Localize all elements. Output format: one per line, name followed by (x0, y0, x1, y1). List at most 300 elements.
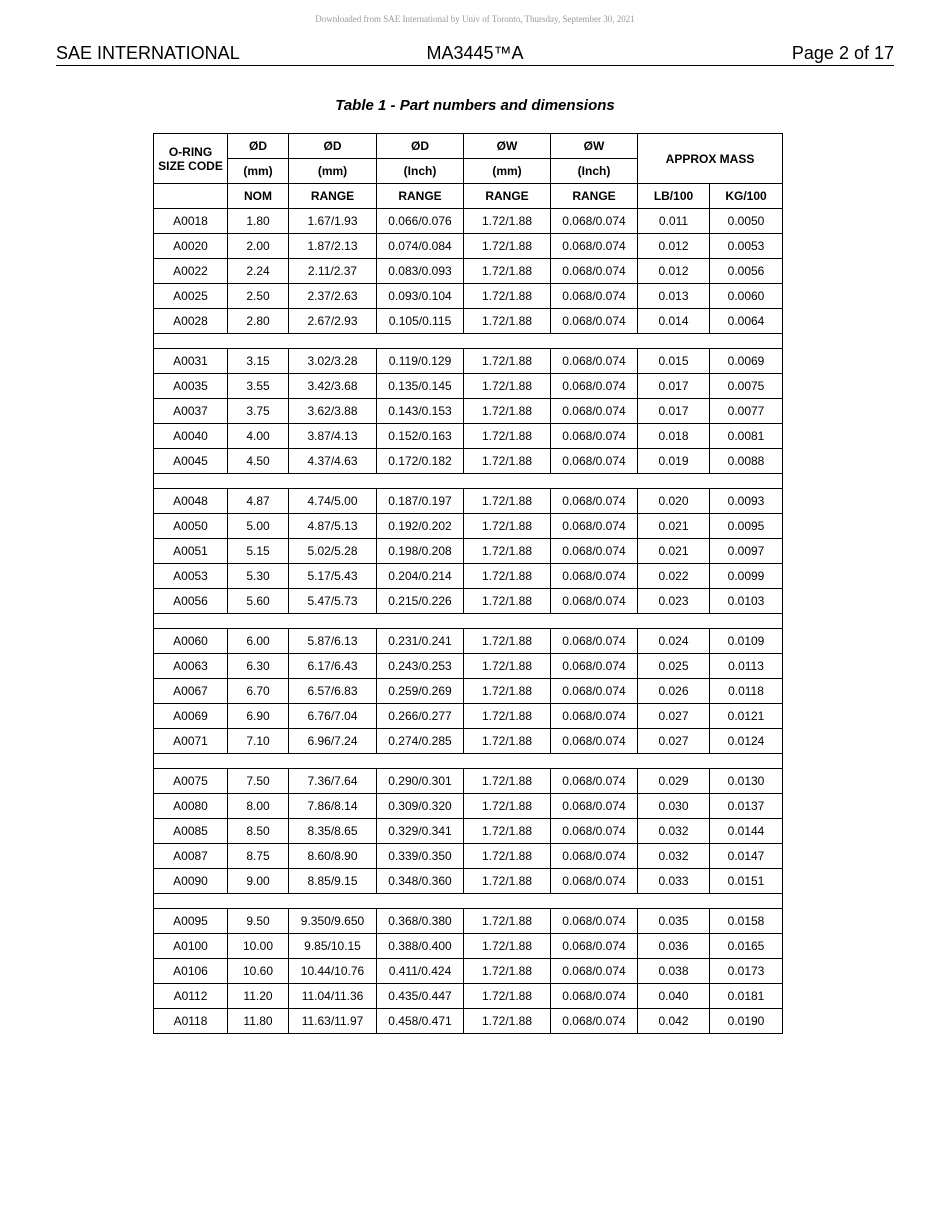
table-cell: 1.72/1.88 (464, 374, 551, 399)
header-row-types (154, 184, 783, 209)
size-code-cell: A0067 (154, 679, 228, 704)
table-row (154, 959, 783, 984)
table-cell: 8.50 (228, 819, 289, 844)
table-cell: 5.17/5.43 (289, 564, 377, 589)
table-cell: 4.50 (228, 449, 289, 474)
table-cell: 2.37/2.63 (289, 284, 377, 309)
table-cell: 0.083/0.093 (377, 259, 464, 284)
table-cell: 6.17/6.43 (289, 654, 377, 679)
table-row (154, 769, 783, 794)
table-cell: 1.72/1.88 (464, 309, 551, 334)
table-cell: 0.014 (638, 309, 710, 334)
table-cell: 0.068/0.074 (551, 284, 638, 309)
table-cell: 0.068/0.074 (551, 399, 638, 424)
size-code-cell: A0031 (154, 349, 228, 374)
table-cell: 1.72/1.88 (464, 399, 551, 424)
table-cell: 1.72/1.88 (464, 909, 551, 934)
size-code-cell: A0056 (154, 589, 228, 614)
table-cell: 0.348/0.360 (377, 869, 464, 894)
table-cell: 0.068/0.074 (551, 909, 638, 934)
table-cell: 1.72/1.88 (464, 729, 551, 754)
table-cell: 1.72/1.88 (464, 679, 551, 704)
download-watermark: Downloaded from SAE International by Univ of Toronto, Thursday, September 30, 2021 (315, 14, 635, 24)
separator-cell (154, 614, 783, 629)
size-code-cell: A0028 (154, 309, 228, 334)
table-cell: 1.72/1.88 (464, 349, 551, 374)
table-cell: 4.37/4.63 (289, 449, 377, 474)
table-row (154, 539, 783, 564)
table-cell: 0.0144 (710, 819, 783, 844)
header-cell: ØD (228, 134, 289, 159)
table-cell: 0.068/0.074 (551, 564, 638, 589)
table-cell: 7.50 (228, 769, 289, 794)
table-cell: 0.017 (638, 374, 710, 399)
table-cell: 0.068/0.074 (551, 449, 638, 474)
table-cell: 0.023 (638, 589, 710, 614)
table-cell: 0.068/0.074 (551, 309, 638, 334)
header-cell: RANGE (551, 184, 638, 209)
table-cell: 0.152/0.163 (377, 424, 464, 449)
table-row (154, 424, 783, 449)
table-cell: 4.74/5.00 (289, 489, 377, 514)
header-cell: KG/100 (710, 184, 783, 209)
size-code-cell: A0085 (154, 819, 228, 844)
table-cell: 0.388/0.400 (377, 934, 464, 959)
table-cell: 1.72/1.88 (464, 1009, 551, 1034)
table-cell: 0.021 (638, 514, 710, 539)
table-cell: 2.11/2.37 (289, 259, 377, 284)
table-cell: 0.012 (638, 259, 710, 284)
table-cell: 0.068/0.074 (551, 629, 638, 654)
table-cell: 8.00 (228, 794, 289, 819)
table-cell: 0.0158 (710, 909, 783, 934)
table-cell: 1.72/1.88 (464, 984, 551, 1009)
table-cell: 0.068/0.074 (551, 794, 638, 819)
size-code-cell: A0037 (154, 399, 228, 424)
table-cell: 0.0181 (710, 984, 783, 1009)
table-cell: 0.0099 (710, 564, 783, 589)
table-cell: 0.068/0.074 (551, 514, 638, 539)
table-cell: 1.87/2.13 (289, 234, 377, 259)
table-cell: 1.72/1.88 (464, 424, 551, 449)
table-cell: 0.0147 (710, 844, 783, 869)
table-cell: 0.339/0.350 (377, 844, 464, 869)
table-cell: 1.72/1.88 (464, 794, 551, 819)
table-cell: 0.0130 (710, 769, 783, 794)
table-row (154, 489, 783, 514)
table-cell: 0.368/0.380 (377, 909, 464, 934)
table-cell: 1.72/1.88 (464, 514, 551, 539)
table-cell: 4.87 (228, 489, 289, 514)
table-cell: 0.266/0.277 (377, 704, 464, 729)
header-organization: SAE INTERNATIONAL (56, 43, 240, 63)
table-cell: 3.42/3.68 (289, 374, 377, 399)
table-cell: 0.068/0.074 (551, 704, 638, 729)
table-cell: 1.72/1.88 (464, 654, 551, 679)
table-cell: 0.0151 (710, 869, 783, 894)
table-cell: 0.068/0.074 (551, 489, 638, 514)
table-cell: 0.068/0.074 (551, 844, 638, 869)
size-code-cell: A0018 (154, 209, 228, 234)
table-cell: 0.066/0.076 (377, 209, 464, 234)
table-cell: 6.90 (228, 704, 289, 729)
size-code-cell: A0080 (154, 794, 228, 819)
table-cell: 0.143/0.153 (377, 399, 464, 424)
table-cell: 0.068/0.074 (551, 539, 638, 564)
table-cell: 10.00 (228, 934, 289, 959)
table-cell: 5.02/5.28 (289, 539, 377, 564)
table-cell: 1.72/1.88 (464, 589, 551, 614)
table-cell: 0.0124 (710, 729, 783, 754)
table-cell: 0.068/0.074 (551, 769, 638, 794)
table-cell: 7.10 (228, 729, 289, 754)
table-row (154, 259, 783, 284)
separator-cell (154, 474, 783, 489)
table-cell: 1.72/1.88 (464, 934, 551, 959)
table-row (154, 349, 783, 374)
table-cell: 0.435/0.447 (377, 984, 464, 1009)
table-cell: 5.30 (228, 564, 289, 589)
table-cell: 9.50 (228, 909, 289, 934)
table-cell: 1.72/1.88 (464, 489, 551, 514)
table-cell: 11.80 (228, 1009, 289, 1034)
header-code: O-RING SIZE CODE (154, 134, 228, 184)
table-cell: 0.192/0.202 (377, 514, 464, 539)
header-row-symbols (154, 134, 783, 159)
table-body (154, 209, 783, 1034)
table-cell: 3.15 (228, 349, 289, 374)
table-cell: 0.040 (638, 984, 710, 1009)
table-row (154, 654, 783, 679)
table-cell: 1.67/1.93 (289, 209, 377, 234)
table-cell: 0.329/0.341 (377, 819, 464, 844)
table-row (154, 909, 783, 934)
table-cell: 0.0056 (710, 259, 783, 284)
table-cell: 0.027 (638, 729, 710, 754)
size-code-cell: A0053 (154, 564, 228, 589)
table-cell: 0.105/0.115 (377, 309, 464, 334)
table-cell: 6.96/7.24 (289, 729, 377, 754)
header-approx-mass: APPROX MASS (638, 134, 783, 184)
size-code-cell: A0087 (154, 844, 228, 869)
table-cell: 0.032 (638, 844, 710, 869)
table-row (154, 704, 783, 729)
table-row (154, 209, 783, 234)
table-cell: 1.72/1.88 (464, 539, 551, 564)
table-cell: 6.30 (228, 654, 289, 679)
table-row (154, 449, 783, 474)
table-cell: 0.011 (638, 209, 710, 234)
table-cell: 0.0050 (710, 209, 783, 234)
table-cell: 5.15 (228, 539, 289, 564)
table-cell: 0.0077 (710, 399, 783, 424)
table-title: Table 1 - Part numbers and dimensions (335, 97, 615, 114)
table-cell: 0.259/0.269 (377, 679, 464, 704)
table-cell: 0.019 (638, 449, 710, 474)
table-row (154, 514, 783, 539)
table-cell: 0.038 (638, 959, 710, 984)
table-cell: 10.44/10.76 (289, 959, 377, 984)
size-code-cell: A0100 (154, 934, 228, 959)
table-cell: 0.068/0.074 (551, 349, 638, 374)
table-row (154, 234, 783, 259)
table-cell: 1.80 (228, 209, 289, 234)
table-row (154, 819, 783, 844)
table-cell: 0.119/0.129 (377, 349, 464, 374)
table-cell: 11.20 (228, 984, 289, 1009)
table-cell: 0.0093 (710, 489, 783, 514)
table-cell: 5.87/6.13 (289, 629, 377, 654)
header-cell: (mm) (228, 159, 289, 184)
group-separator (154, 614, 783, 629)
table-cell: 11.63/11.97 (289, 1009, 377, 1034)
table-cell: 0.0081 (710, 424, 783, 449)
table-cell: 0.135/0.145 (377, 374, 464, 399)
table-cell: 0.036 (638, 934, 710, 959)
table-cell: 0.029 (638, 769, 710, 794)
table-cell: 4.87/5.13 (289, 514, 377, 539)
size-code-cell: A0022 (154, 259, 228, 284)
table-cell: 0.0113 (710, 654, 783, 679)
header-cell: ØW (464, 134, 551, 159)
table-cell: 1.72/1.88 (464, 869, 551, 894)
header-cell: RANGE (289, 184, 377, 209)
table-cell: 7.86/8.14 (289, 794, 377, 819)
table-cell: 0.068/0.074 (551, 729, 638, 754)
table-cell: 0.068/0.074 (551, 934, 638, 959)
table-cell: 0.018 (638, 424, 710, 449)
table-row (154, 564, 783, 589)
table-cell: 9.85/10.15 (289, 934, 377, 959)
page-header (56, 43, 894, 66)
header-cell: (mm) (289, 159, 377, 184)
table-cell: 0.093/0.104 (377, 284, 464, 309)
table-cell: 0.198/0.208 (377, 539, 464, 564)
table-cell: 0.068/0.074 (551, 259, 638, 284)
table-cell: 0.068/0.074 (551, 589, 638, 614)
table-cell: 0.068/0.074 (551, 209, 638, 234)
header-cell: RANGE (377, 184, 464, 209)
table-row (154, 679, 783, 704)
separator-cell (154, 894, 783, 909)
table-cell: 0.027 (638, 704, 710, 729)
table-cell: 0.017 (638, 399, 710, 424)
table-cell: 0.187/0.197 (377, 489, 464, 514)
table-cell: 0.204/0.214 (377, 564, 464, 589)
table-cell: 0.0075 (710, 374, 783, 399)
table-cell: 0.068/0.074 (551, 819, 638, 844)
table-cell: 0.274/0.285 (377, 729, 464, 754)
table-cell: 1.72/1.88 (464, 564, 551, 589)
table-cell: 2.50 (228, 284, 289, 309)
table-cell: 0.0109 (710, 629, 783, 654)
table-cell: 4.00 (228, 424, 289, 449)
table-cell: 8.60/8.90 (289, 844, 377, 869)
header-cell: (Inch) (551, 159, 638, 184)
table-cell: 1.72/1.88 (464, 284, 551, 309)
size-code-cell: A0060 (154, 629, 228, 654)
table-cell: 0.035 (638, 909, 710, 934)
table-cell: 0.172/0.182 (377, 449, 464, 474)
table-cell: 0.0095 (710, 514, 783, 539)
table-row (154, 309, 783, 334)
header-cell: ØD (377, 134, 464, 159)
table-cell: 5.60 (228, 589, 289, 614)
table-cell: 0.012 (638, 234, 710, 259)
size-code-cell: A0040 (154, 424, 228, 449)
table-cell: 5.00 (228, 514, 289, 539)
table-cell: 0.231/0.241 (377, 629, 464, 654)
table-cell: 3.75 (228, 399, 289, 424)
table-cell: 0.030 (638, 794, 710, 819)
table-cell: 8.75 (228, 844, 289, 869)
header-document-id: MA3445™A (426, 43, 524, 63)
table-cell: 0.243/0.253 (377, 654, 464, 679)
header-code-continued (154, 184, 228, 209)
table-cell: 3.02/3.28 (289, 349, 377, 374)
table-cell: 0.0064 (710, 309, 783, 334)
group-separator (154, 894, 783, 909)
table-cell: 0.0173 (710, 959, 783, 984)
size-code-cell: A0025 (154, 284, 228, 309)
table-cell: 3.55 (228, 374, 289, 399)
table-cell: 1.72/1.88 (464, 209, 551, 234)
table-cell: 0.068/0.074 (551, 424, 638, 449)
table-cell: 9.00 (228, 869, 289, 894)
header-cell: ØW (551, 134, 638, 159)
table-cell: 0.0118 (710, 679, 783, 704)
table-cell: 6.76/7.04 (289, 704, 377, 729)
table-cell: 0.068/0.074 (551, 234, 638, 259)
table-cell: 1.72/1.88 (464, 449, 551, 474)
table-cell: 1.72/1.88 (464, 629, 551, 654)
table-cell: 0.013 (638, 284, 710, 309)
size-code-cell: A0075 (154, 769, 228, 794)
table-cell: 0.042 (638, 1009, 710, 1034)
table-cell: 3.62/3.88 (289, 399, 377, 424)
size-code-cell: A0048 (154, 489, 228, 514)
table-cell: 0.068/0.074 (551, 374, 638, 399)
size-code-cell: A0069 (154, 704, 228, 729)
size-code-cell: A0095 (154, 909, 228, 934)
table-cell: 0.032 (638, 819, 710, 844)
size-code-cell: A0071 (154, 729, 228, 754)
table-row (154, 934, 783, 959)
table-cell: 0.0103 (710, 589, 783, 614)
separator-cell (154, 334, 783, 349)
size-code-cell: A0118 (154, 1009, 228, 1034)
group-separator (154, 334, 783, 349)
table-cell: 9.350/9.650 (289, 909, 377, 934)
size-code-cell: A0020 (154, 234, 228, 259)
table-cell: 0.033 (638, 869, 710, 894)
header-cell: (mm) (464, 159, 551, 184)
size-code-cell: A0106 (154, 959, 228, 984)
table-cell: 0.290/0.301 (377, 769, 464, 794)
table-cell: 1.72/1.88 (464, 704, 551, 729)
table-row (154, 794, 783, 819)
table-cell: 0.068/0.074 (551, 654, 638, 679)
part-numbers-table (153, 133, 783, 1034)
table-cell: 1.72/1.88 (464, 259, 551, 284)
table-cell: 0.022 (638, 564, 710, 589)
header-cell: ØD (289, 134, 377, 159)
table-cell: 0.0137 (710, 794, 783, 819)
table-cell: 1.72/1.88 (464, 959, 551, 984)
table-cell: 0.458/0.471 (377, 1009, 464, 1034)
header-cell: NOM (228, 184, 289, 209)
table-row (154, 629, 783, 654)
table-cell: 0.026 (638, 679, 710, 704)
table-cell: 1.72/1.88 (464, 234, 551, 259)
table-row (154, 399, 783, 424)
table-cell: 0.068/0.074 (551, 869, 638, 894)
table-cell: 6.57/6.83 (289, 679, 377, 704)
table-cell: 0.411/0.424 (377, 959, 464, 984)
size-code-cell: A0063 (154, 654, 228, 679)
table-cell: 0.068/0.074 (551, 1009, 638, 1034)
table-cell: 0.021 (638, 539, 710, 564)
table-cell: 0.0060 (710, 284, 783, 309)
table-cell: 0.0088 (710, 449, 783, 474)
table-cell: 2.67/2.93 (289, 309, 377, 334)
table-cell: 2.80 (228, 309, 289, 334)
table-row (154, 729, 783, 754)
table-row (154, 869, 783, 894)
table-row (154, 1009, 783, 1034)
table-cell: 6.70 (228, 679, 289, 704)
table-cell: 0.0190 (710, 1009, 783, 1034)
table-cell: 8.85/9.15 (289, 869, 377, 894)
table-cell: 0.015 (638, 349, 710, 374)
table-row (154, 844, 783, 869)
table-row (154, 374, 783, 399)
size-code-cell: A0035 (154, 374, 228, 399)
table-cell: 6.00 (228, 629, 289, 654)
header-cell: RANGE (464, 184, 551, 209)
table-cell: 0.0053 (710, 234, 783, 259)
table-cell: 10.60 (228, 959, 289, 984)
table-cell: 0.068/0.074 (551, 984, 638, 1009)
table-cell: 3.87/4.13 (289, 424, 377, 449)
table-cell: 0.024 (638, 629, 710, 654)
header-page-number: Page 2 of 17 (791, 43, 894, 63)
header-cell: (Inch) (377, 159, 464, 184)
size-code-cell: A0050 (154, 514, 228, 539)
size-code-cell: A0090 (154, 869, 228, 894)
size-code-cell: A0051 (154, 539, 228, 564)
table-cell: 0.068/0.074 (551, 959, 638, 984)
table-row (154, 984, 783, 1009)
table-cell: 11.04/11.36 (289, 984, 377, 1009)
table-cell: 0.215/0.226 (377, 589, 464, 614)
table-row (154, 284, 783, 309)
table-cell: 1.72/1.88 (464, 819, 551, 844)
table-cell: 0.0121 (710, 704, 783, 729)
table-cell: 5.47/5.73 (289, 589, 377, 614)
group-separator (154, 474, 783, 489)
table-cell: 0.020 (638, 489, 710, 514)
table-cell: 2.00 (228, 234, 289, 259)
table-cell: 1.72/1.88 (464, 769, 551, 794)
table-cell: 8.35/8.65 (289, 819, 377, 844)
size-code-cell: A0045 (154, 449, 228, 474)
table-cell: 0.025 (638, 654, 710, 679)
table-row (154, 589, 783, 614)
table-cell: 0.074/0.084 (377, 234, 464, 259)
size-code-cell: A0112 (154, 984, 228, 1009)
table-cell: 1.72/1.88 (464, 844, 551, 869)
